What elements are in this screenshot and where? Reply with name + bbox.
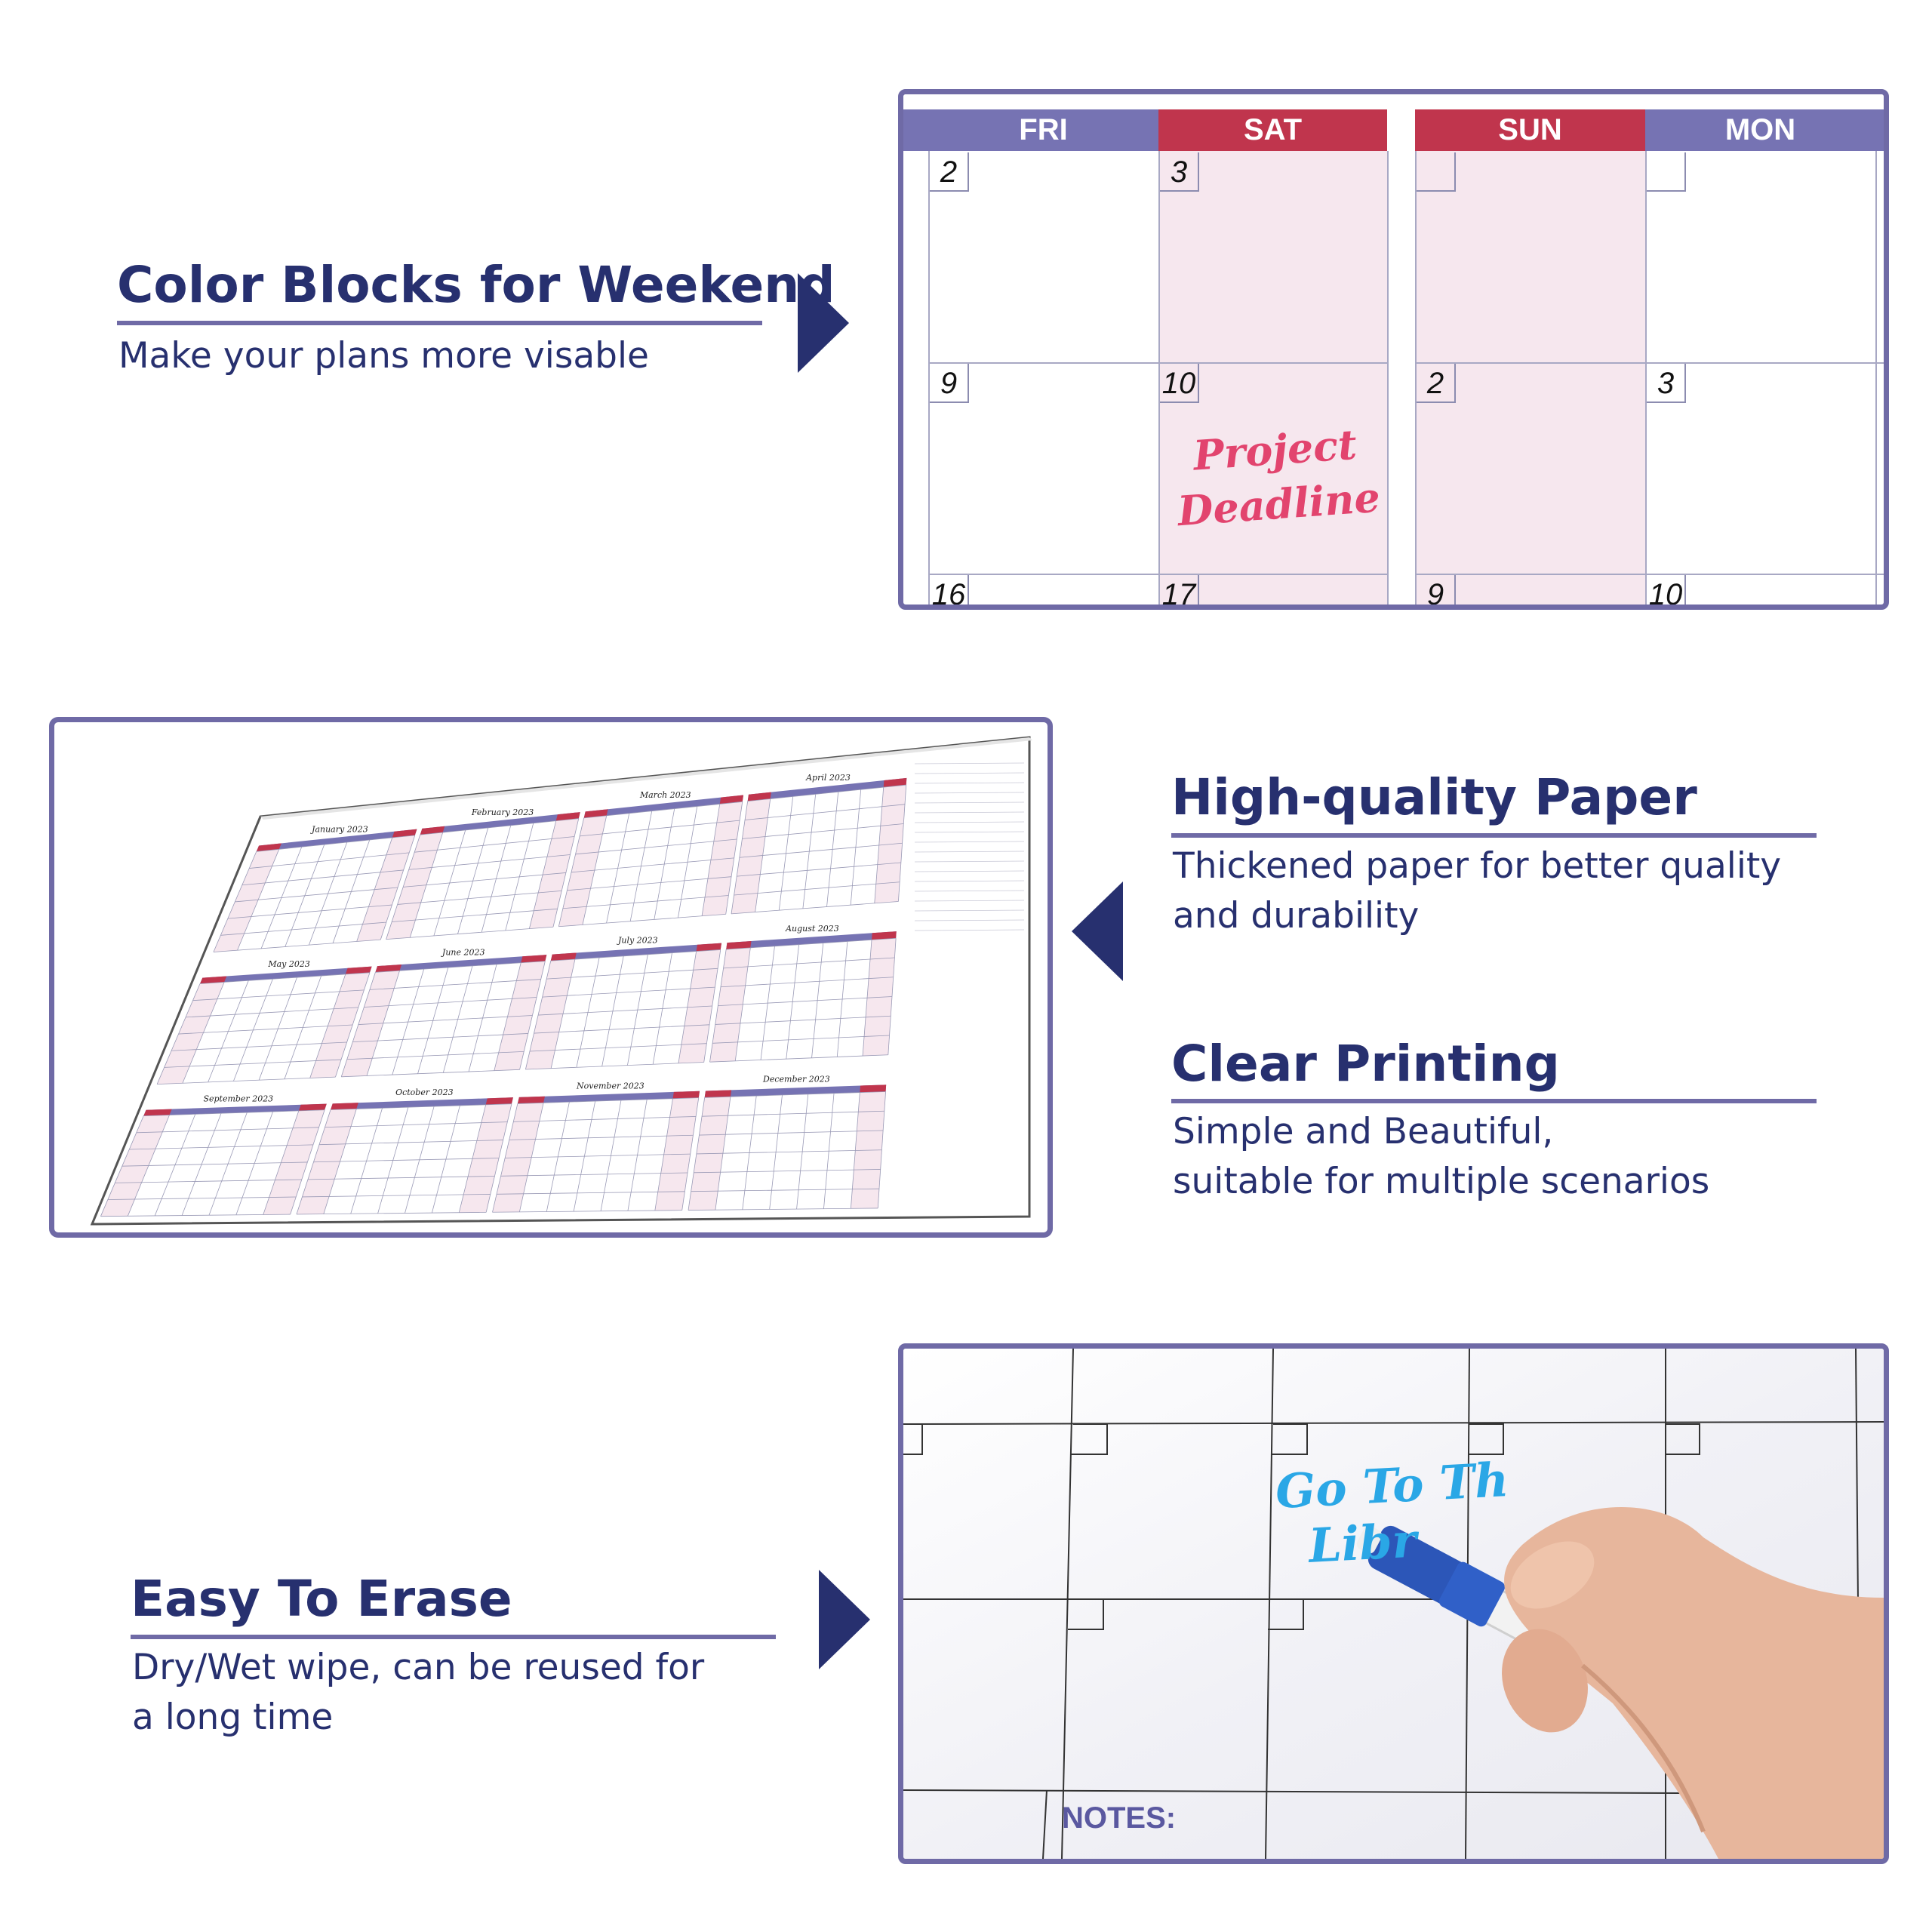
date-cell: 9 bbox=[930, 364, 969, 403]
date-cell: 2 bbox=[1417, 364, 1456, 403]
month-label: October 2023 bbox=[395, 1088, 454, 1098]
marker-text-line-1: Go To Th bbox=[1274, 1452, 1510, 1520]
date-cell: 17 bbox=[1160, 575, 1199, 610]
feature-subtitle-paper-1: Thickened paper for better quality bbox=[1173, 845, 1782, 887]
date-cell: 3 bbox=[1647, 364, 1686, 403]
month-label: April 2023 bbox=[806, 773, 851, 783]
feature-title-weekend: Color Blocks for Weekend bbox=[117, 256, 835, 314]
weekend-calendar-panel bbox=[898, 89, 1889, 610]
note-line-1: Project bbox=[1192, 420, 1358, 480]
yearly-calendar-illustration bbox=[54, 722, 1048, 1232]
date-cell bbox=[1417, 152, 1456, 192]
date-cell: 2 bbox=[930, 152, 969, 192]
month-label: March 2023 bbox=[639, 789, 691, 800]
erase-demo-panel bbox=[898, 1343, 1889, 1864]
month-label: June 2023 bbox=[441, 947, 485, 958]
day-header-sat: SAT bbox=[1158, 109, 1387, 151]
month-label: November 2023 bbox=[577, 1081, 645, 1091]
date-cell: 16 bbox=[930, 575, 969, 610]
month-label: August 2023 bbox=[786, 923, 839, 934]
feature-title-paper: High-quality Paper bbox=[1171, 768, 1697, 826]
arrow-left-icon bbox=[1072, 881, 1123, 981]
feature-title-erase: Easy To Erase bbox=[131, 1570, 512, 1628]
marker-handwriting bbox=[1274, 1452, 1512, 1576]
marker-text-line-2: Libr bbox=[1307, 1512, 1418, 1574]
feature-underline-paper bbox=[1171, 833, 1817, 838]
month-label: January 2023 bbox=[312, 824, 368, 835]
feature-underline-printing bbox=[1171, 1099, 1817, 1103]
feature-subtitle-paper-2: and durability bbox=[1173, 895, 1420, 937]
arrow-right-icon bbox=[819, 1570, 870, 1669]
feature-subtitle-weekend: Make your plans more visable bbox=[118, 335, 649, 377]
feature-subtitle-erase-2: a long time bbox=[132, 1697, 334, 1738]
month-label: September 2023 bbox=[203, 1094, 274, 1104]
feature-underline-erase bbox=[131, 1635, 776, 1639]
feature-subtitle-erase-1: Dry/Wet wipe, can be reused for bbox=[132, 1647, 705, 1688]
project-deadline-note bbox=[1168, 415, 1386, 538]
arrow-right-icon bbox=[798, 273, 849, 373]
note-line-2: Deadline bbox=[1176, 472, 1382, 536]
date-cell: 9 bbox=[1417, 575, 1456, 610]
date-cell: 3 bbox=[1160, 152, 1199, 192]
feature-underline-weekend bbox=[117, 321, 762, 325]
date-cell: 10 bbox=[1647, 575, 1686, 610]
feature-subtitle-printing-2: suitable for multiple scenarios bbox=[1173, 1161, 1710, 1202]
feature-subtitle-printing-1: Simple and Beautiful, bbox=[1173, 1111, 1554, 1152]
month-label: July 2023 bbox=[617, 935, 658, 946]
month-label: May 2023 bbox=[268, 959, 310, 970]
day-header-mon: MON bbox=[1645, 109, 1875, 151]
date-cell: 10 bbox=[1160, 364, 1199, 403]
date-cell bbox=[1647, 152, 1686, 192]
day-header-sun: SUN bbox=[1415, 109, 1645, 151]
month-label: December 2023 bbox=[763, 1074, 830, 1084]
day-header-fri: FRI bbox=[928, 109, 1158, 151]
feature-title-printing: Clear Printing bbox=[1171, 1035, 1560, 1093]
yearly-calendar-photo-panel bbox=[49, 717, 1053, 1238]
notes-label: NOTES: bbox=[1062, 1801, 1177, 1835]
erase-demo-grid bbox=[903, 1349, 1884, 1859]
month-label: February 2023 bbox=[471, 807, 534, 817]
